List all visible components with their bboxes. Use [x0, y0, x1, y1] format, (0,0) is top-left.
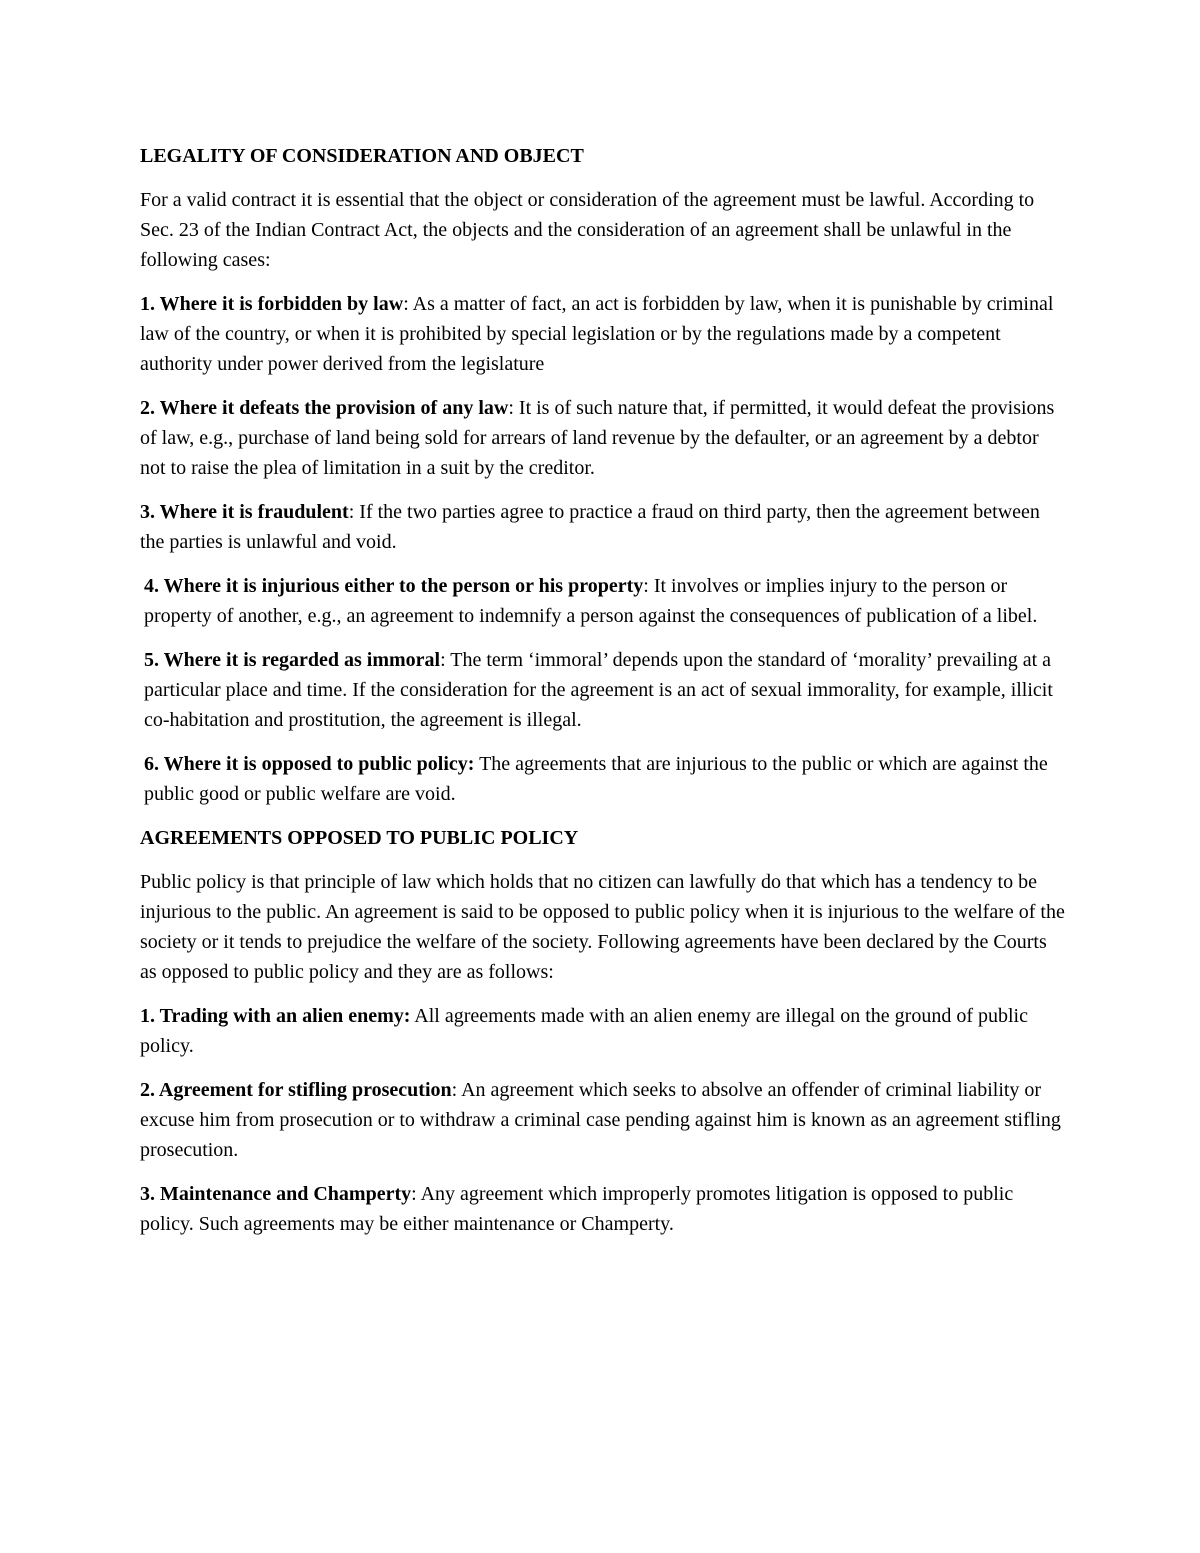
item-text: The agreements that are injurious to the public or which are against the public good or public welfare are void. [144, 753, 1048, 805]
item-title: 1. Where it is forbidden by law [140, 293, 404, 315]
item-text: The term ‘immoral’ depends upon the standard of ‘morality’ prevailing at a particular place and time. If the consideration for the agreement is an act of sexual immorality, for example, illicit co-habitation and prostitution, the agreement is illegal. [144, 649, 1053, 731]
list-item [140, 393, 1065, 483]
list-item [140, 289, 1065, 379]
item-text: It involves or implies injury to the person or property of another, e.g., an agreement to indemnify a person against the consequences of publication of a libel. [144, 575, 1038, 627]
item-title: 3. Maintenance and Champerty [140, 1183, 412, 1205]
item-title: 2. Agreement for stifling prosecution [140, 1079, 452, 1101]
item-text: If the two parties agree to practice a fraud on third party, then the agreement between the parties is unlawful and void. [140, 501, 1040, 553]
item-title: 1. Trading with an alien enemy: [140, 1005, 411, 1027]
document-page [140, 141, 1065, 1253]
item-title: 5. Where it is regarded as immoral [144, 649, 441, 671]
item-text: An agreement which seeks to absolve an offender of criminal liability or excuse him from prosecution or to withdraw a criminal case pending against him is known as an agreement stifling prosecution. [140, 1079, 1061, 1161]
item-text: It is of such nature that, if permitted, it would defeat the provisions of law, e.g., purchase of land being sold for arrears of land revenue by the defaulter, or an agreement by a debtor not to raise the plea of limitation in a suit by the creditor. [140, 397, 1055, 479]
list-item [140, 571, 1065, 631]
item-title: 6. Where it is opposed to public policy: [144, 753, 475, 775]
item-separator: : [440, 649, 451, 671]
item-separator: : [643, 575, 654, 597]
list-item [140, 1179, 1065, 1239]
item-separator: : [403, 293, 413, 315]
intro-paragraph-public-policy: Public policy is that principle of law which holds that no citizen can lawfully do that which has a tendency to be injurious to the public. An agreement is said to be opposed to public policy when it is injurious to the welfare of the society or it tends to prejudice the welfare of the society. Following agreements have been declared by the Courts as opposed to public policy and they are as follows: [140, 871, 1065, 983]
item-text: Any agreement which improperly promotes litigation is opposed to public policy. Such agreements may be either maintenance or Champerty. [140, 1183, 1014, 1235]
list-item [140, 645, 1065, 735]
item-separator: : [348, 501, 360, 523]
item-title: 4. Where it is injurious either to the person or his property [144, 575, 644, 597]
list-item [140, 1075, 1065, 1165]
item-title: 2. Where it defeats the provision of any law [140, 397, 509, 419]
item-separator: : [508, 397, 519, 419]
list-item [140, 749, 1065, 809]
section-heading-public-policy: AGREEMENTS OPPOSED TO PUBLIC POLICY [140, 827, 579, 849]
section-heading-legality: LEGALITY OF CONSIDERATION AND OBJECT [140, 145, 584, 167]
item-text: All agreements made with an alien enemy are illegal on the ground of public policy. [140, 1005, 1028, 1057]
list-item [140, 1001, 1065, 1061]
item-title: 3. Where it is fraudulent [140, 501, 349, 523]
item-text: As a matter of fact, an act is forbidden by law, when it is punishable by criminal law of the country, or when it is prohibited by special legislation or by the regulations made by a competent authority under power derived from the legislature [140, 293, 1054, 375]
item-separator: : [451, 1079, 462, 1101]
list-item [140, 497, 1065, 557]
intro-paragraph-legality: For a valid contract it is essential that the object or consideration of the agreement must be lawful. According to Sec. 23 of the Indian Contract Act, the objects and the consideration of an agreement shall be unlawful in the following cases: [140, 189, 1035, 271]
item-separator: : [411, 1183, 421, 1205]
